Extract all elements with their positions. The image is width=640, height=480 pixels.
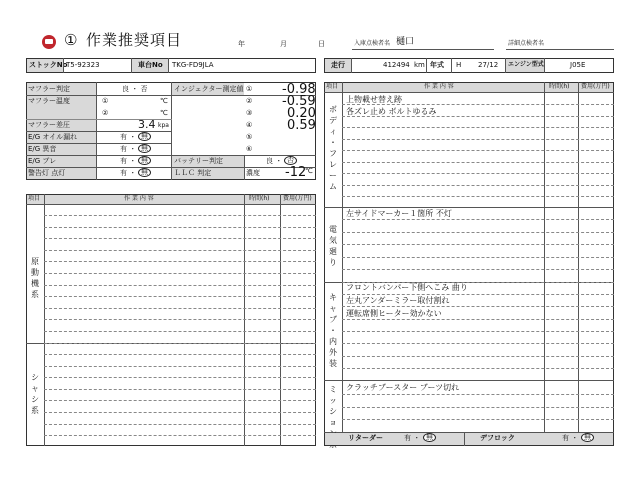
- battery-bad: 否: [284, 156, 297, 165]
- cab-note-2: 左丸アンダーミラー取付割れ: [346, 296, 450, 305]
- cab-note-1: フロントバンパー下側へこみ 曲り: [346, 283, 468, 292]
- retarder-none: 無: [423, 433, 436, 442]
- rule-line: [44, 238, 316, 239]
- llc-unit: ℃: [305, 167, 313, 175]
- muffler-judge-label: マフラー判定: [28, 85, 70, 93]
- rule-line: [342, 185, 614, 186]
- oil-leak-none: 無: [138, 132, 151, 141]
- rule-line: [342, 219, 614, 220]
- number-mark: ①: [64, 31, 78, 49]
- rule-line: [44, 400, 316, 401]
- rule-line: [44, 366, 316, 367]
- warning-none: 無: [138, 168, 151, 177]
- rule-line: [342, 294, 614, 295]
- retarder-label: リターダー: [348, 434, 383, 442]
- day-label: 日: [318, 40, 325, 48]
- rule-line: [342, 306, 614, 307]
- mileage-value: 412494: [383, 61, 410, 69]
- section-electric: 電 気 廻 り: [329, 225, 337, 267]
- difflock-none: 無: [581, 433, 594, 442]
- injector-3-mark: ③: [246, 109, 253, 117]
- muffler-diff-label: マフラー差圧: [28, 121, 70, 129]
- muffler-temp-1: ①: [102, 97, 109, 105]
- rule-line: [44, 273, 316, 274]
- model-label: 車台No: [138, 61, 163, 69]
- muffler-temp-2: ②: [102, 109, 109, 117]
- right-col-work: 作 業 内 容: [424, 83, 454, 90]
- rule-line: [342, 244, 614, 245]
- injector-2-value: -0.59: [282, 94, 316, 109]
- rule-line: [342, 257, 614, 258]
- rule-line: [342, 356, 614, 357]
- oil-leak-label: E/G オイル漏れ: [28, 133, 78, 141]
- rule-line: [44, 308, 316, 309]
- rule-line: [342, 127, 614, 128]
- right-col-time: 時間(h): [549, 83, 570, 90]
- engine-label: エンジン型式: [508, 61, 544, 68]
- muffler-temp-unit-1: ℃: [160, 97, 168, 105]
- muffler-temp-label: マフラー温度: [28, 97, 70, 105]
- section-engine: 原 動 機 系: [31, 257, 39, 299]
- cab-note-3: 運転席側ヒーター効かない: [346, 309, 442, 318]
- rule-line: [342, 319, 614, 320]
- body-note-1: 上物載せ替え跡: [346, 95, 402, 104]
- logo-icon: [42, 35, 56, 49]
- difflock-yes: 有 ・: [562, 434, 579, 442]
- mileage-label: 走行: [331, 61, 345, 69]
- rule-line: [44, 377, 316, 378]
- vibration-yes: 有 ・: [120, 157, 137, 165]
- injector-4-mark: ④: [246, 121, 253, 129]
- injector-5-mark: ⑤: [246, 133, 253, 141]
- battery-label: バッテリー判定: [174, 157, 223, 165]
- left-col-time: 時間(h): [249, 195, 270, 202]
- model-value: TKG-FD9JLA: [172, 61, 214, 69]
- left-col-cost: 費用(万円): [283, 195, 312, 202]
- mission-note-1: クラッチブースター ブーツ切れ: [346, 383, 460, 392]
- rule-line: [342, 331, 614, 332]
- difflock-label: デフロック: [480, 434, 515, 442]
- rule-line: [44, 250, 316, 251]
- muffler-judge-value: 良 ・ 否: [122, 85, 148, 93]
- right-col-cost: 費用(万円): [581, 83, 610, 90]
- noise-none: 無: [138, 144, 151, 153]
- injector-label: インジェクター測定値: [174, 85, 244, 93]
- llc-label: ＬＬＣ 判定: [174, 169, 212, 177]
- injector-2-mark: ②: [246, 97, 253, 105]
- oil-leak-yes: 有 ・: [120, 133, 137, 141]
- rule-line: [342, 150, 614, 151]
- left-col-item: 項目: [28, 195, 41, 202]
- month-label: 月: [280, 40, 287, 48]
- section-body-frame: ボ デ ィ ・ フ レ ー ム: [329, 105, 337, 191]
- section-mission: ミ ッ シ ョ: [329, 385, 337, 427]
- warning-yes: 有 ・: [120, 169, 137, 177]
- inspector-label: 入庫点検者名: [354, 40, 391, 47]
- year-model-value: 27/12: [478, 61, 499, 69]
- inspector-name: 樋口: [396, 37, 415, 47]
- year-model-label: 年式: [430, 61, 444, 69]
- stock-value: T5-92323: [66, 61, 100, 69]
- rule-line: [342, 394, 614, 395]
- era-value: H: [456, 61, 462, 69]
- muffler-temp-unit-2: ℃: [160, 109, 168, 117]
- rule-line: [342, 419, 614, 420]
- electric-note-1: 左サイドマーカー１箇所 不灯: [346, 209, 452, 218]
- muffler-diff-unit: kpa: [158, 122, 169, 129]
- noise-yes: 有 ・: [120, 145, 137, 153]
- page-title: 作業推奨項目: [86, 31, 183, 49]
- rule-line: [44, 285, 316, 286]
- section-chassis: シ ャ シ 系: [31, 373, 39, 415]
- rule-line: [44, 296, 316, 297]
- rule-line: [342, 368, 614, 369]
- rule-line: [342, 196, 614, 197]
- rule-line: [342, 269, 614, 270]
- rule-line: [44, 331, 316, 332]
- rule-line: [342, 232, 614, 233]
- rule-line: [342, 343, 614, 344]
- retarder-yes: 有 ・: [404, 434, 421, 442]
- body-note-2: 各ズレ止め ボルトゆるみ: [346, 107, 437, 116]
- engine-value: J05E: [570, 61, 586, 69]
- rule-line: [44, 389, 316, 390]
- llc-value: -12: [285, 165, 307, 180]
- right-col-item: 項目: [326, 83, 339, 90]
- rule-line: [44, 435, 316, 436]
- rule-line: [44, 227, 316, 228]
- vibration-label: E/G ブレ: [28, 157, 57, 165]
- rule-line: [44, 343, 316, 344]
- rule-line: [44, 215, 316, 216]
- mileage-unit: km: [414, 61, 425, 69]
- injector-4-value: 0.59: [287, 118, 316, 133]
- year-label: 年: [238, 40, 245, 48]
- injector-3-value: 0.20: [287, 106, 316, 121]
- rule-line: [44, 424, 316, 425]
- warning-label: 警告灯 点灯: [28, 169, 66, 177]
- rule-line: [342, 162, 614, 163]
- stock-label: ストックNo: [29, 61, 68, 69]
- rule-line: [342, 173, 614, 174]
- injector-1-mark: ①: [246, 85, 253, 93]
- rule-line: [44, 412, 316, 413]
- rule-line: [44, 319, 316, 320]
- noise-label: E/G 異音: [28, 145, 57, 153]
- left-col-work: 作 業 内 容: [124, 195, 154, 202]
- rule-line: [44, 354, 316, 355]
- vibration-none: 無: [138, 156, 151, 165]
- rule-line: [342, 104, 614, 105]
- rule-line: [342, 139, 614, 140]
- injector-6-mark: ⑥: [246, 145, 253, 153]
- injector-1-value: -0.98: [282, 82, 316, 97]
- section-cab-interior-exterior: キ ャ ブ ・ 内 外 装: [329, 293, 337, 368]
- rule-line: [44, 261, 316, 262]
- battery-good: 良 ・: [266, 157, 283, 165]
- rule-line: [342, 407, 614, 408]
- detail-inspector-label: 詳細点検者名: [508, 40, 545, 47]
- muffler-diff-value: 3.4: [138, 118, 156, 131]
- llc-concentration-label: 濃度: [246, 169, 260, 177]
